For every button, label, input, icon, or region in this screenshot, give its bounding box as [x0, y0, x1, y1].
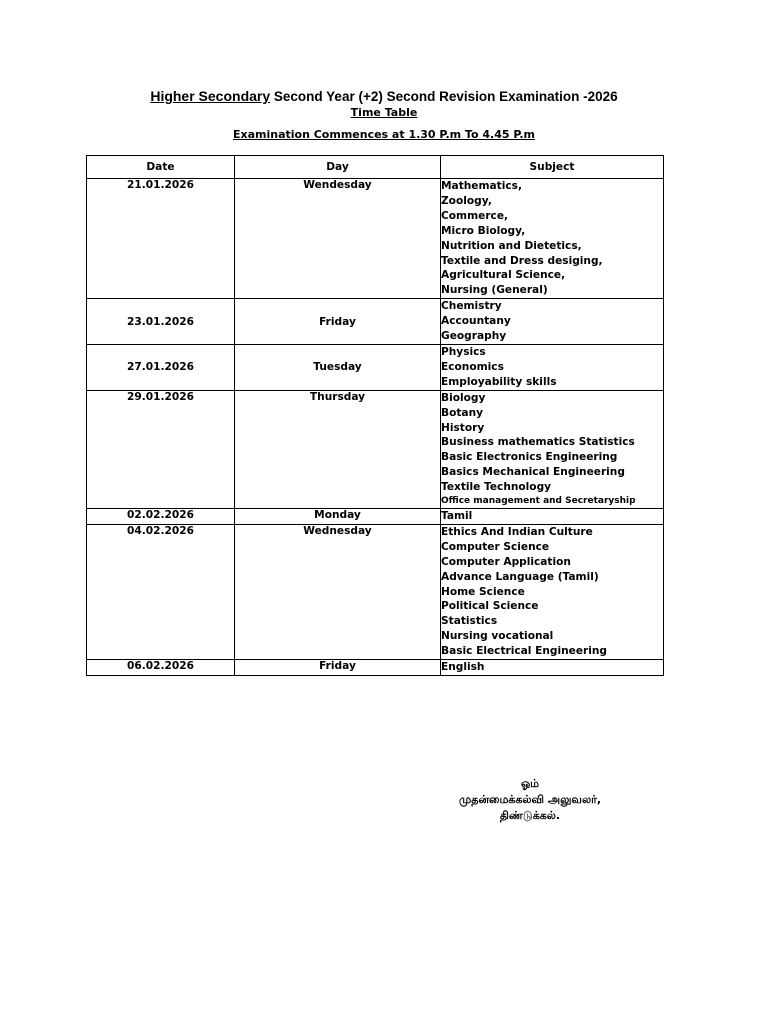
- cell-date: 04.02.2026: [87, 524, 235, 659]
- table-row: [87, 179, 664, 299]
- cell-subjects: [441, 524, 664, 659]
- cell-subjects: [441, 509, 664, 525]
- table-row: [87, 509, 664, 525]
- table-row: [87, 344, 664, 390]
- exam-timing: Examination Commences at 1.30 P.m To 4.45 P.m: [232, 128, 536, 141]
- subject-item: Economics: [441, 360, 504, 373]
- column-header-day: Day: [235, 156, 441, 179]
- subject-item: Employability skills: [441, 375, 557, 388]
- signature-line-2: முதன்மைக்கல்வி அலுவலர்,: [459, 793, 601, 806]
- subject-item: Advance Language (Tamil): [441, 570, 599, 583]
- cell-date: 23.01.2026: [87, 299, 235, 345]
- subject-item: Textile and Dress desiging,: [441, 254, 603, 267]
- cell-date: 02.02.2026: [87, 509, 235, 525]
- subject-item: Computer Science: [441, 540, 550, 553]
- subject-item: Basic Electrical Engineering: [441, 645, 608, 658]
- subject-item: Accountany: [441, 315, 511, 328]
- header-row: [87, 156, 664, 179]
- cell-date: 29.01.2026: [87, 390, 235, 508]
- subject-item: Zoology,: [441, 194, 492, 207]
- cell-day: Friday: [235, 299, 441, 345]
- cell-subjects: [441, 660, 664, 676]
- title-rest: Second Year (+2) Second Revision Examination -2026: [270, 89, 618, 104]
- signature-line-3: திண்டுக்கல்.: [499, 809, 561, 822]
- table-row: [87, 299, 664, 345]
- subject-item: Statistics: [441, 615, 498, 628]
- cell-date: 06.02.2026: [87, 660, 235, 676]
- subject-item: Basic Electronics Engineering: [441, 451, 618, 464]
- title-lead: Higher Secondary: [150, 88, 271, 104]
- subject-item: Agricultural Science,: [441, 269, 566, 282]
- column-header-subject: Subject: [441, 156, 664, 179]
- cell-subjects: [441, 179, 664, 299]
- signature-block: [410, 776, 650, 824]
- cell-day: Thursday: [235, 390, 441, 508]
- subject-item: Office management and Secretaryship: [441, 496, 636, 507]
- subject-item: Botany: [441, 406, 484, 419]
- subject-item: Micro Biology,: [441, 224, 526, 237]
- subject-item: Tamil: [441, 510, 473, 523]
- subject-item: Nursing (General): [441, 284, 548, 297]
- subject-item: History: [441, 421, 485, 434]
- table-row: [87, 390, 664, 508]
- cell-subjects: [441, 299, 664, 345]
- cell-subjects: [441, 390, 664, 508]
- subject-item: English: [441, 661, 485, 674]
- cell-day: Wendesday: [235, 179, 441, 299]
- subject-item: Nutrition and Dietetics,: [441, 239, 582, 252]
- cell-date: 27.01.2026: [87, 344, 235, 390]
- table-row: [87, 524, 664, 659]
- cell-day: Monday: [235, 509, 441, 525]
- cell-subjects: [441, 344, 664, 390]
- subject-item: Computer Application: [441, 555, 571, 568]
- subject-item: Ethics And Indian Culture: [441, 525, 593, 538]
- subject-item: Textile Technology: [441, 481, 552, 494]
- table-row: [87, 660, 664, 676]
- subject-item: Basics Mechanical Engineering: [441, 466, 625, 479]
- subject-item: Biology: [441, 391, 486, 404]
- subject-item: Political Science: [441, 600, 539, 613]
- document-subtitle: Time Table: [350, 106, 418, 119]
- subject-item: Geography: [441, 330, 507, 343]
- cell-date: 21.01.2026: [87, 179, 235, 299]
- subject-item: Home Science: [441, 585, 525, 598]
- subject-item: Physics: [441, 345, 486, 358]
- cell-day: Tuesday: [235, 344, 441, 390]
- subject-item: Nursing vocational: [441, 630, 554, 643]
- signature-line-1: ஓம்: [520, 777, 540, 790]
- column-header-date: Date: [87, 156, 235, 179]
- subject-item: Commerce,: [441, 209, 509, 222]
- document-title: [0, 88, 768, 104]
- cell-day: Friday: [235, 660, 441, 676]
- timetable: [86, 155, 664, 676]
- subject-item: Mathematics,: [441, 180, 522, 192]
- subject-item: Business mathematics Statistics: [441, 436, 635, 449]
- subject-item: Chemistry: [441, 300, 502, 313]
- cell-day: Wednesday: [235, 524, 441, 659]
